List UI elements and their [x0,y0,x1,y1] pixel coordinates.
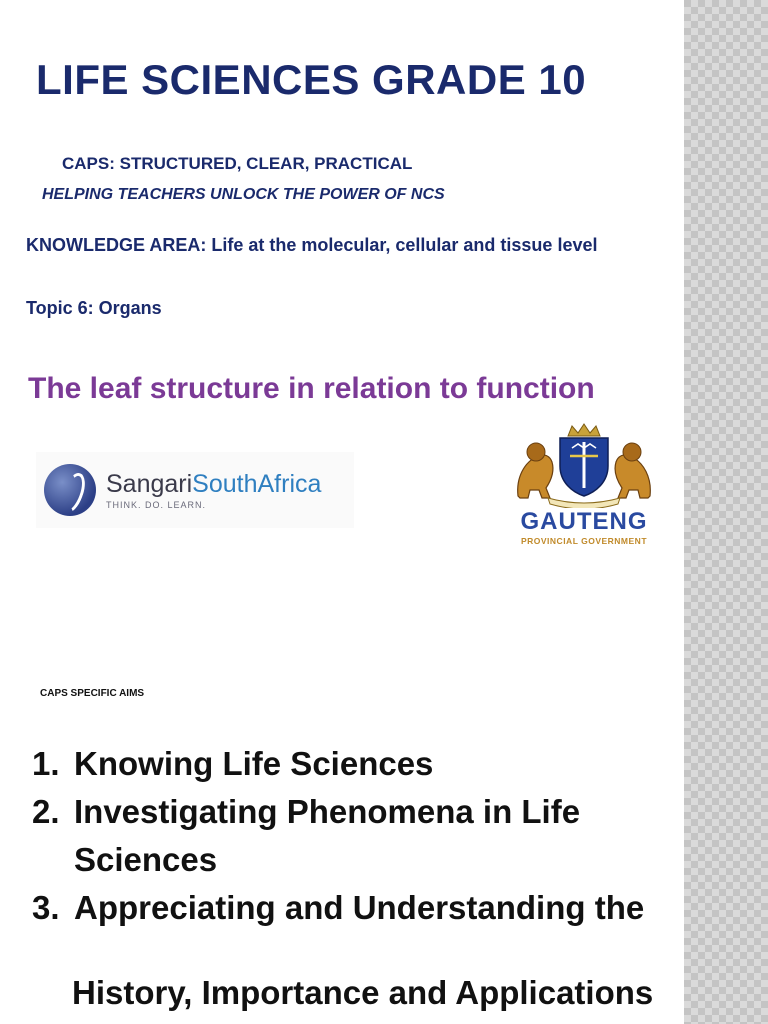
decorative-side-pattern [684,0,768,1024]
sangari-tagline: THINK. DO. LEARN. [106,500,207,510]
aim-text: Investigating Phenomena in Life Sciences [74,793,581,878]
knowledge-area: KNOWLEDGE AREA: Life at the molecular, cellular and tissue level [26,235,598,255]
aim-continuation: History, Importance and Applications [72,974,654,1011]
aim-number: 3. [32,889,60,926]
sangari-name [106,470,321,498]
caps-specific-aims-label: CAPS SPECIFIC AIMS [40,688,145,699]
slide-subtitle: The leaf structure in relation to function [28,372,595,405]
aim-item [32,788,682,884]
aim-text: Appreciating and Understanding the [74,889,645,926]
coat-of-arms-icon [508,422,660,508]
caps-line: CAPS: STRUCTURED, CLEAR, PRACTICAL [62,154,413,173]
slide-title: LIFE SCIENCES GRADE 10 [36,56,587,103]
aim-number: 1. [32,745,60,782]
sangari-name-part1: Sangari [106,470,193,498]
aim-item [32,884,682,932]
aim-text: Knowing Life Sciences [74,745,434,782]
aims-list [32,740,682,932]
helping-line: HELPING TEACHERS UNLOCK THE POWER OF NCS [42,186,445,203]
gauteng-logo [508,422,660,552]
sangari-emblem-icon [44,464,96,516]
aim-number: 2. [32,793,60,830]
gauteng-wordmark: GAUTENG [520,508,648,535]
aim-item [32,740,682,788]
sangari-wordmark [106,470,321,510]
gauteng-subtitle: PROVINCIAL GOVERNMENT [520,536,648,546]
sangari-logo [36,452,354,528]
topic-label: Topic 6: Organs [26,298,162,318]
sangari-name-part2: SouthAfrica [192,470,322,498]
